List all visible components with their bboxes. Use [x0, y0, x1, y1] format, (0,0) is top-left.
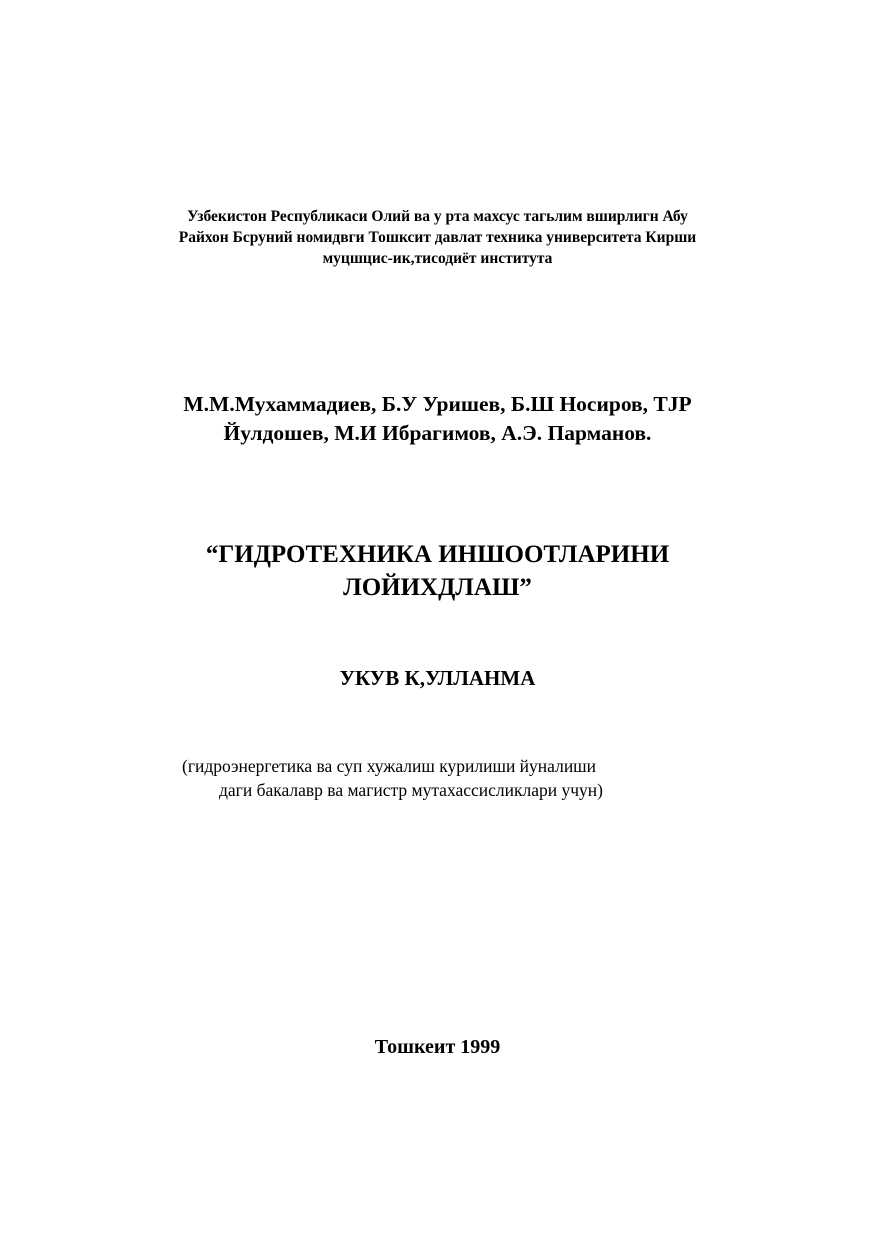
authors-line-2: Йулдошев, М.И Ибрагимов, А.Э. Парманов. [223, 421, 652, 445]
institution-line-2: Райхон Бсруний номидвги Тошксит давлат техника университета Кирши [178, 229, 697, 246]
institution-line-1: Узбекистон Республикаси Олий ва у рта махсус тагьлим вширлигн Абу [187, 208, 688, 225]
subtitle-text: УКУВ К,УЛЛАНМА [339, 666, 536, 690]
institution-header [0, 206, 875, 269]
institution-line-3: муцшцис-ик,тисодиёт института [322, 250, 553, 267]
authors [0, 390, 875, 448]
title-line-1: “ГИДРОТЕХНИКА ИНШООТЛАРИНИ [205, 541, 670, 568]
authors-line-1: М.М.Мухаммадиев, Б.У Уришев, Б.Ш Носиров, ТJР [183, 392, 692, 416]
audience-note [182, 754, 603, 802]
document-subtitle [0, 664, 875, 692]
note-line-2: даги бакалавр ва магистр мутахассисликлари учун) [219, 780, 603, 800]
document-title [0, 538, 875, 604]
title-line-2: ЛОЙИХДЛАШ” [343, 574, 532, 601]
city-year [0, 1033, 875, 1061]
note-line-1: (гидроэнергетика ва суп хужалиш курилиши йуналиши [182, 756, 597, 776]
city-year-text: Тошкеит 1999 [374, 1036, 501, 1058]
